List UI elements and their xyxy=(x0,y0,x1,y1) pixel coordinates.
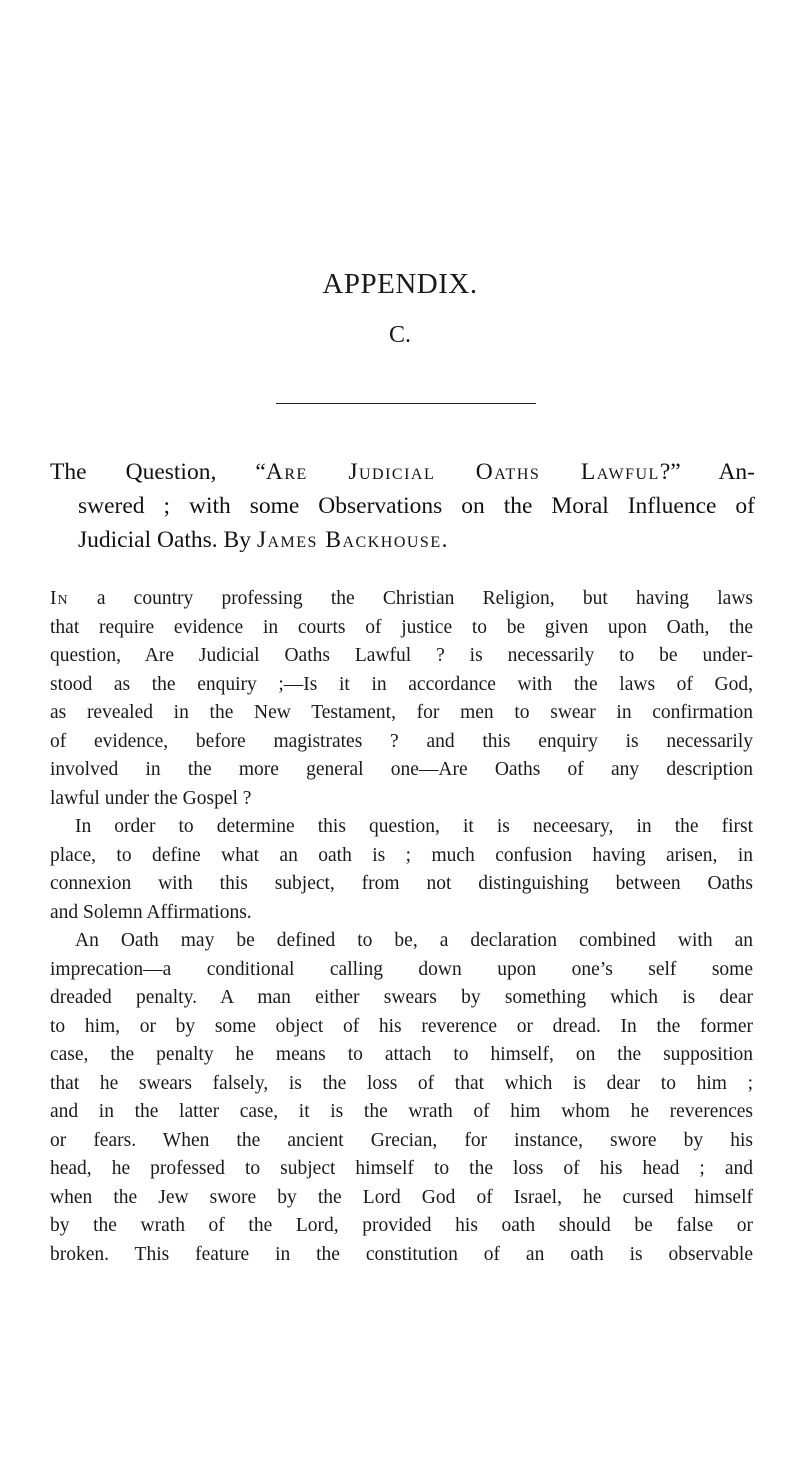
body-line: lawful under the Gospel ? xyxy=(50,787,252,809)
body-line: that require evidence in courts of justice to be given upon Oath, the xyxy=(50,616,753,638)
body-line: head, he professed to subject himself to the loss of his head ; and xyxy=(50,1158,753,1179)
article-title xyxy=(50,455,755,557)
title-line-2: swered ; with some Observations on the Moral Influence of xyxy=(78,493,755,519)
body-line: imprecation—a conditional calling down upon one’s self some xyxy=(50,958,753,980)
body-line: involved in the more general one—Are Oaths of any description xyxy=(50,759,753,780)
body-line: and in the latter case, it is the wrath of him whom he reverences xyxy=(50,1101,753,1122)
body-line: case, the penalty he means to attach to himself, on the supposition xyxy=(50,1044,753,1065)
body-line: dreaded penalty. A man either swears by something which is dear xyxy=(50,987,753,1008)
body-line: to him, or by some object of his reverence or dread. In the former xyxy=(50,1015,753,1037)
body-line: question, Are Judicial Oaths Lawful ? is necessarily to be under- xyxy=(50,645,753,666)
body-line: In order to determine this question, it is neceesary, in the first xyxy=(75,816,753,837)
section-divider xyxy=(276,403,536,404)
body-line: An Oath may be defined to be, a declaration combined with an xyxy=(75,930,753,951)
body-text xyxy=(50,585,753,1269)
appendix-letter: C. xyxy=(388,322,411,348)
title-line-1-end: ?” An- xyxy=(659,459,755,485)
body-line: as revealed in the New Testament, for men to swear in confirmation xyxy=(50,702,753,723)
body-line: of evidence, before magistrates ? and this enquiry is necessarily xyxy=(50,730,753,752)
body-line: when the Jew swore by the Lord God of Israel, he cursed himself xyxy=(50,1186,753,1208)
body-line: broken. This feature in the constitution of an oath is observable xyxy=(50,1243,753,1265)
appendix-title: APPENDIX. xyxy=(322,268,478,300)
body-line-text: a country professing the Christian Religion, but having laws xyxy=(68,588,753,609)
title-line-3 xyxy=(50,523,755,557)
title-line-1-start: The Question, “ xyxy=(50,459,266,485)
body-line: or fears. When the ancient Grecian, for instance, swore by his xyxy=(50,1129,753,1151)
title-line-3-start: Judicial Oaths. By xyxy=(78,527,257,553)
title-line-3-end: . xyxy=(441,527,448,553)
body-line: by the wrath of the Lord, provided his oath should be false or xyxy=(50,1215,753,1236)
author-name: James Backhouse xyxy=(256,527,442,553)
body-line: that he swears falsely, is the loss of that which is dear to him ; xyxy=(50,1072,753,1094)
body-line: and Solemn Affirmations. xyxy=(50,901,252,923)
body-line: place, to define what an oath is ; much confusion having arisen, in xyxy=(50,844,753,866)
body-line: stood as the enquiry ;—Is it in accordance with the laws of God, xyxy=(50,673,753,695)
body-line xyxy=(50,585,753,614)
body-line: connexion with this subject, from not distinguishing between Oaths xyxy=(50,873,753,894)
title-line-1 xyxy=(50,455,755,489)
title-question-smallcaps: Are Judicial Oaths Lawful xyxy=(265,459,660,485)
lead-word: In xyxy=(50,588,69,609)
